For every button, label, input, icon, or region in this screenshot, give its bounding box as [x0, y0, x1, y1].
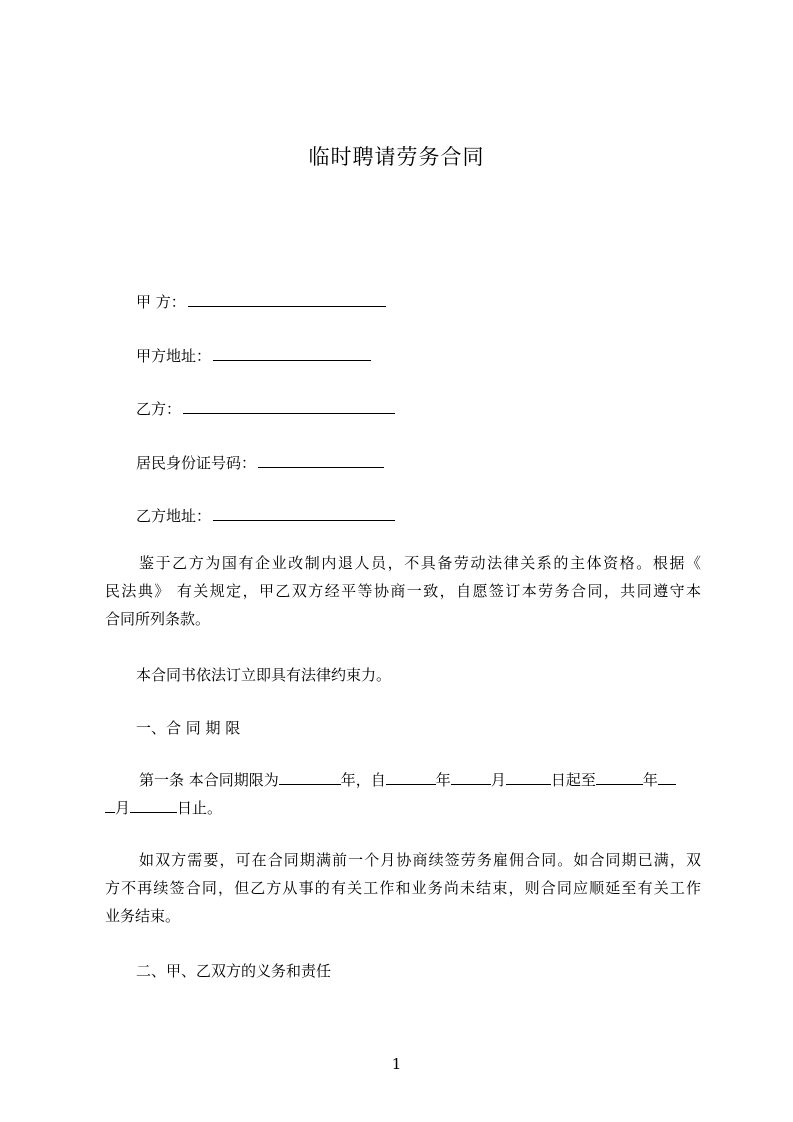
id-number-blank[interactable] — [258, 453, 384, 468]
id-number-field — [136, 453, 384, 473]
end-month-blank-part1[interactable] — [658, 770, 676, 785]
article-1-line-2 — [105, 794, 701, 822]
article-1-y3-label: 年 — [642, 771, 658, 789]
party-b-address-label: 乙方地址： — [136, 507, 212, 525]
effect-statement: 本合同书依法订立即具有法律约束力。 — [136, 666, 392, 684]
renewal-paragraph — [105, 846, 701, 930]
party-a-field — [136, 292, 386, 312]
party-b-label: 乙方： — [136, 400, 182, 418]
party-b-blank[interactable] — [183, 399, 395, 414]
renewal-line-3: 业务结束。 — [105, 907, 181, 925]
preamble-line-2: 民法典》 有关规定，甲乙双方经平等协商一致，自愿签订本劳务合同，共同遵守本 — [105, 582, 701, 600]
end-year-blank[interactable] — [596, 770, 643, 785]
party-b-address-blank[interactable] — [213, 506, 395, 521]
article-1-y2-label: 年 — [435, 771, 451, 789]
party-b-address-field — [136, 506, 395, 526]
start-year-blank[interactable] — [386, 770, 436, 785]
article-1-line-1 — [105, 766, 701, 794]
article-1-m2-label: 月 — [115, 799, 131, 817]
end-day-blank[interactable] — [130, 798, 177, 813]
term-years-blank[interactable] — [279, 770, 341, 785]
start-month-blank[interactable] — [451, 770, 491, 785]
section-2-heading: 二、甲、乙双方的义务和责任 — [136, 962, 332, 980]
section-1-heading: 一、合 同 期 限 — [136, 719, 241, 737]
preamble-line-3: 合同所列条款。 — [105, 610, 211, 628]
id-number-label: 居民身份证号码： — [136, 454, 257, 472]
renewal-line-2: 方不再续签合同，但乙方从事的有关工作和业务尚未结束，则合同应顺延至有关工作 — [105, 879, 701, 897]
party-a-address-blank[interactable] — [213, 346, 371, 361]
party-a-address-label: 甲方地址： — [136, 347, 212, 365]
article-1-m-label: 月 — [490, 771, 506, 789]
page-number: 1 — [391, 1055, 402, 1073]
article-1-d-label: 日起至 — [550, 771, 596, 789]
document-title: 临时聘请劳务合同 — [308, 145, 485, 169]
party-a-blank[interactable] — [188, 292, 386, 307]
renewal-line-1: 如双方需要，可在合同期满前一个月协商续签劳务雇佣合同。如合同期已满，双 — [139, 851, 701, 869]
article-1-paragraph — [105, 766, 701, 822]
article-1-end-label: 日止。 — [177, 799, 223, 817]
preamble-paragraph — [105, 549, 701, 633]
party-a-address-field — [136, 346, 371, 366]
start-day-blank[interactable] — [506, 770, 551, 785]
party-a-label: 甲 方： — [136, 293, 186, 311]
party-b-field — [136, 399, 395, 419]
end-month-blank-part2[interactable] — [105, 798, 115, 813]
preamble-line-1: 鉴于乙方为国有企业改制内退人员，不具备劳动法律关系的主体资格。根据《 — [139, 554, 701, 572]
article-1-year-label: 年，自 — [340, 771, 386, 789]
article-1-prefix: 第一条 本合同期限为 — [139, 771, 279, 789]
